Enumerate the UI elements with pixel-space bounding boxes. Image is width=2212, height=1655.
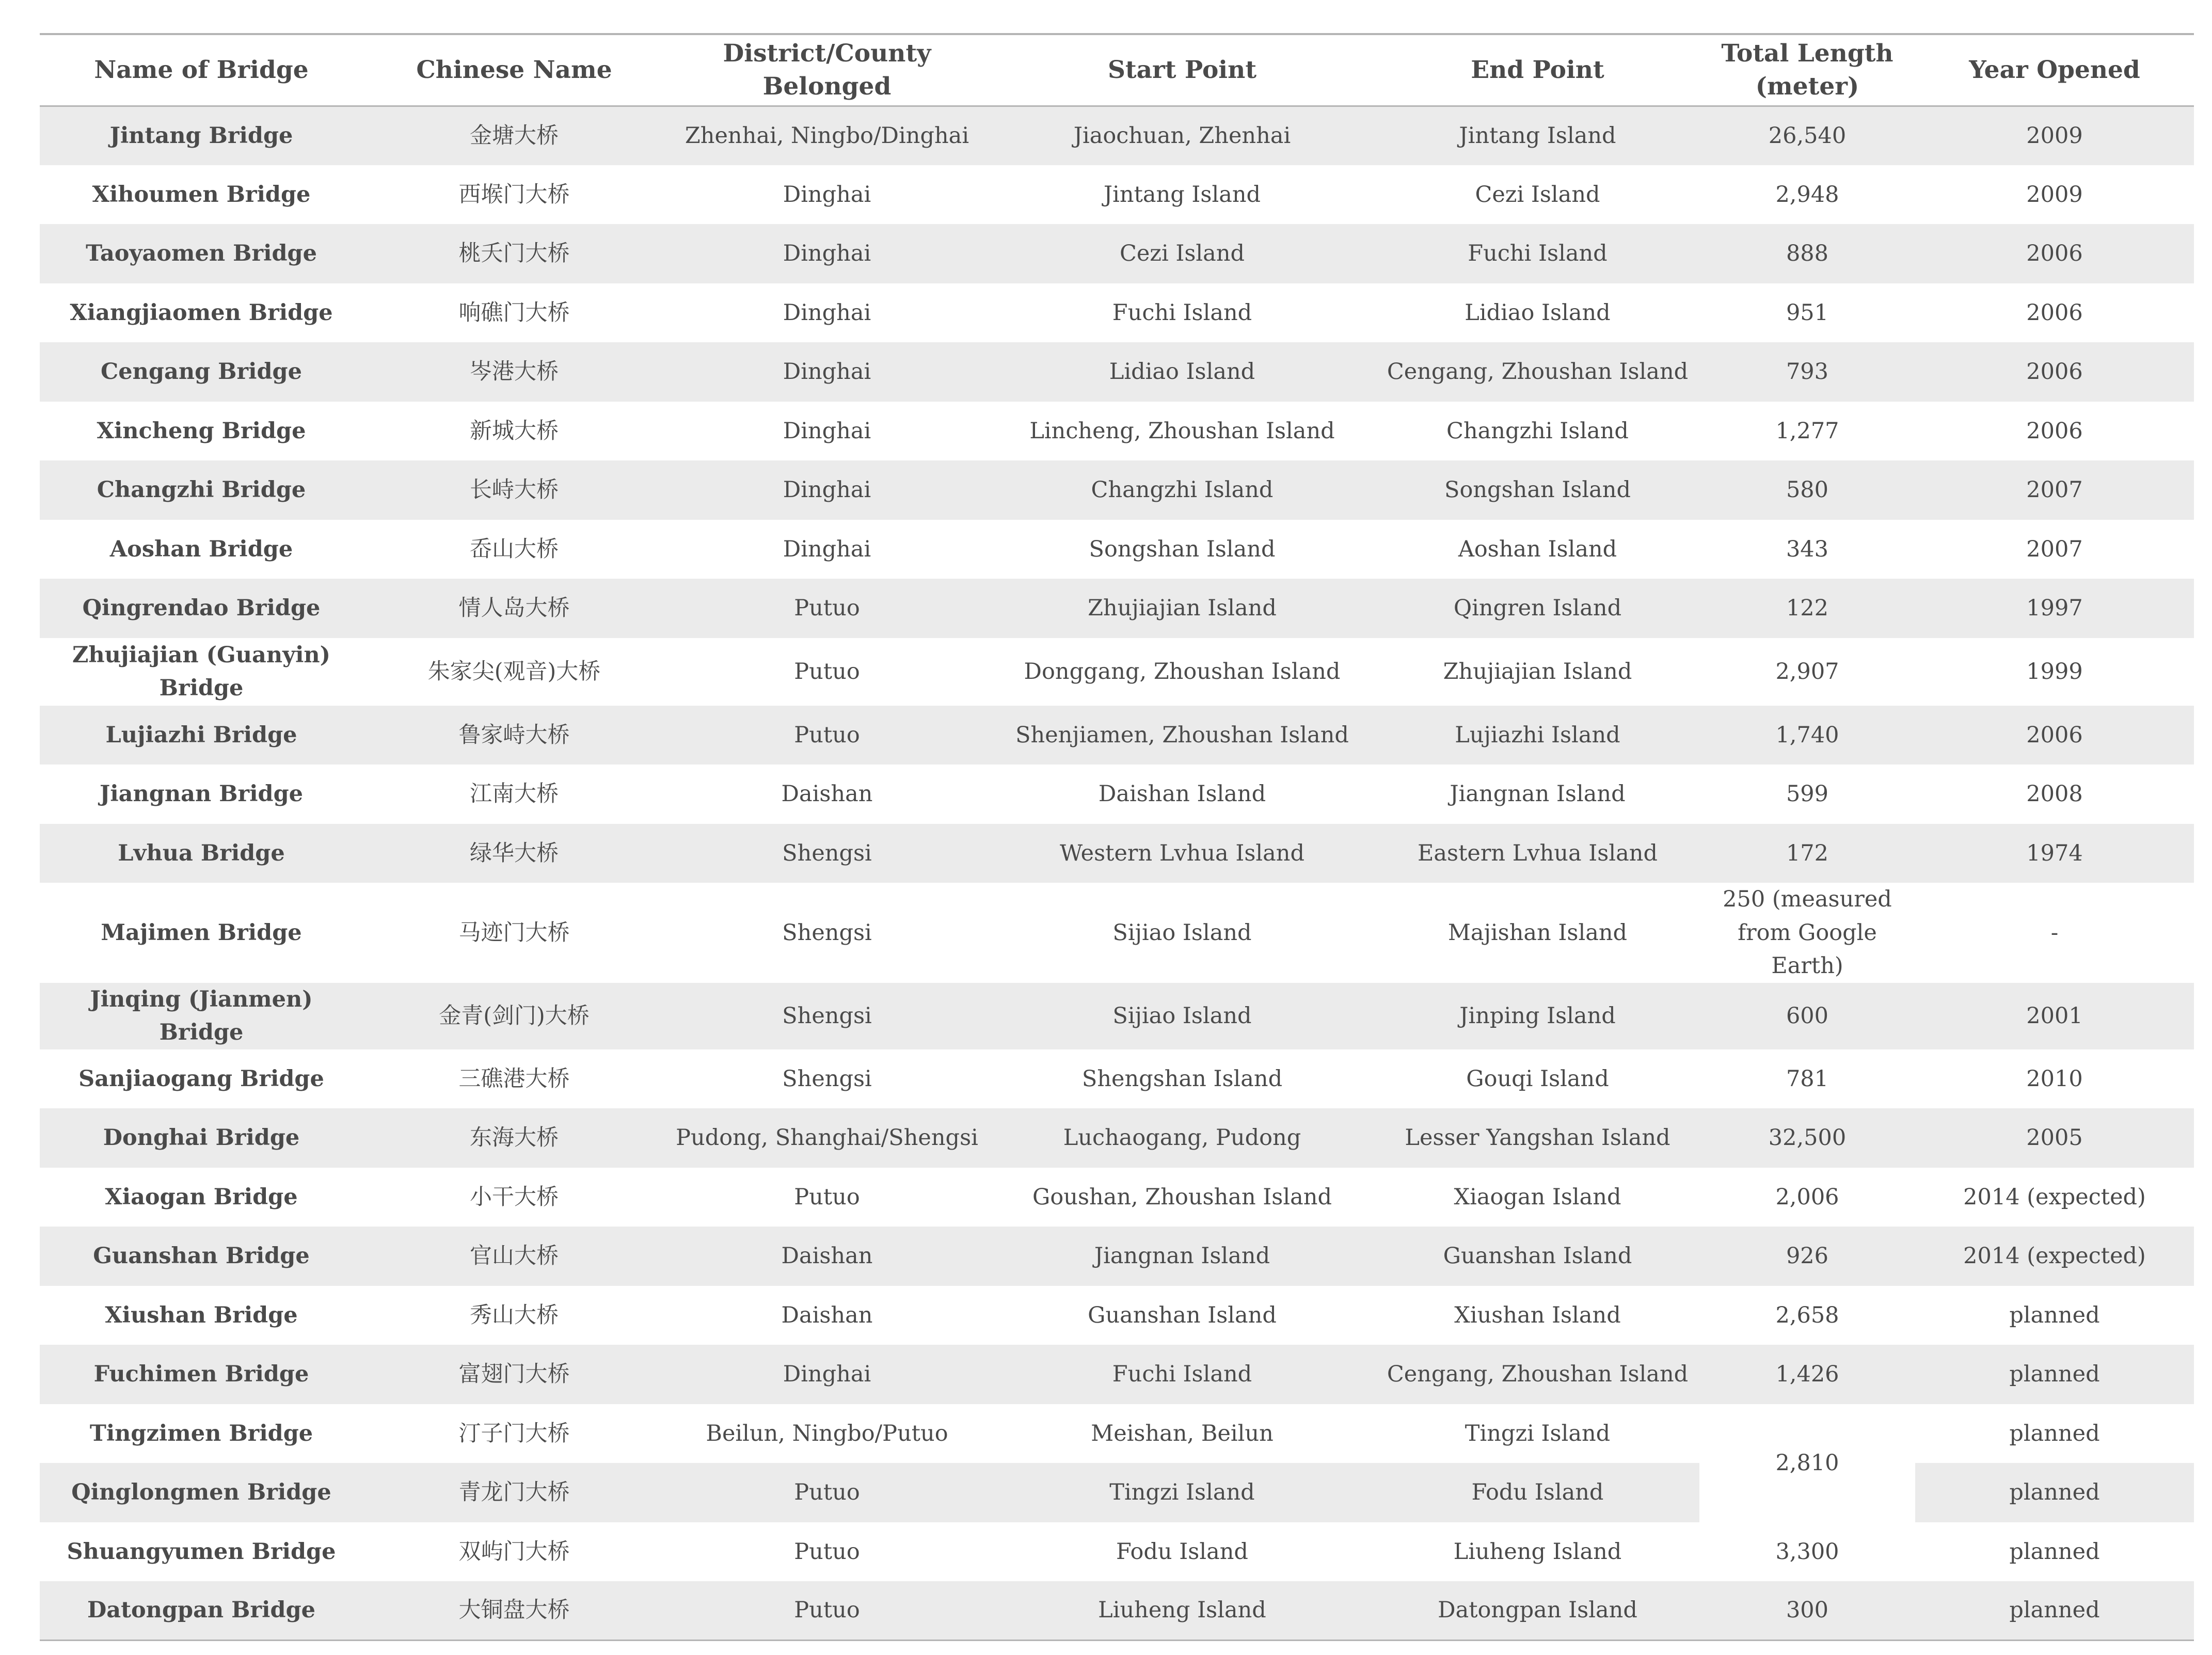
cell-chinese-name: 新城大桥 [363,402,665,461]
cell-start-point: Fuchi Island [989,1345,1376,1404]
column-header-chinese-name: Chinese Name [363,34,665,106]
cell-end-point: Fuchi Island [1376,224,1699,283]
cell-bridge-name: Datongpan Bridge [40,1581,363,1641]
column-header-name: Name of Bridge [40,34,363,106]
cell-chinese-name: 马迹门大桥 [363,883,665,983]
cell-district: Putuo [665,1581,989,1641]
cell-bridge-name: Qinglongmen Bridge [40,1463,363,1522]
cell-district: Dinghai [665,520,989,579]
cell-end-point: Cengang, Zhoushan Island [1376,1345,1699,1404]
cell-chinese-name: 朱家尖(观音)大桥 [363,638,665,706]
cell-total-length: 2,658 [1699,1286,1915,1345]
table-row [40,1227,2194,1286]
cell-total-length: 888 [1699,224,1915,283]
cell-start-point: Lincheng, Zhoushan Island [989,402,1376,461]
cell-bridge-name: Guanshan Bridge [40,1227,363,1286]
cell-district: Dinghai [665,165,989,225]
cell-end-point: Majishan Island [1376,883,1699,983]
cell-start-point: Sijiao Island [989,983,1376,1049]
cell-year-opened: planned [1915,1581,2194,1641]
cell-year-opened: 2014 (expected) [1915,1227,2194,1286]
column-header-total-length: Total Length (meter) [1699,34,1915,106]
cell-year-opened: 1999 [1915,638,2194,706]
cell-district: Dinghai [665,224,989,283]
cell-start-point: Fuchi Island [989,283,1376,343]
cell-total-length: 172 [1699,824,1915,883]
cell-district: Beilun, Ningbo/Putuo [665,1404,989,1463]
cell-district: Daishan [665,1227,989,1286]
table-row [40,1522,2194,1582]
cell-end-point: Jinping Island [1376,983,1699,1049]
table-header-row [40,34,2194,106]
cell-district: Putuo [665,1168,989,1227]
cell-district: Shengsi [665,824,989,883]
cell-district: Dinghai [665,283,989,343]
cell-total-length: 250 (measured from Google Earth) [1699,883,1915,983]
cell-bridge-name: Lvhua Bridge [40,824,363,883]
cell-year-opened: 2006 [1915,706,2194,765]
cell-district: Putuo [665,1463,989,1522]
cell-chinese-name: 金塘大桥 [363,106,665,165]
cell-chinese-name: 富翅门大桥 [363,1345,665,1404]
cell-bridge-name: Sanjiaogang Bridge [40,1049,363,1109]
column-header-district: District/County Belonged [665,34,989,106]
cell-year-opened: planned [1915,1345,2194,1404]
cell-bridge-name: Xiushan Bridge [40,1286,363,1345]
cell-total-length: 3,300 [1699,1522,1915,1582]
cell-chinese-name: 岙山大桥 [363,520,665,579]
cell-year-opened: 2009 [1915,106,2194,165]
cell-end-point: Cezi Island [1376,165,1699,225]
cell-end-point: Xiushan Island [1376,1286,1699,1345]
cell-bridge-name: Tingzimen Bridge [40,1404,363,1463]
cell-end-point: Qingren Island [1376,579,1699,638]
cell-chinese-name: 双屿门大桥 [363,1522,665,1582]
cell-year-opened: 2007 [1915,520,2194,579]
cell-bridge-name: Jinqing (Jianmen) Bridge [40,983,363,1049]
cell-total-length: 2,907 [1699,638,1915,706]
cell-chinese-name: 大铜盘大桥 [363,1581,665,1641]
cell-bridge-name: Aoshan Bridge [40,520,363,579]
cell-total-length: 580 [1699,460,1915,520]
cell-total-length: 926 [1699,1227,1915,1286]
table-row [40,283,2194,343]
cell-district: Daishan [665,1286,989,1345]
table-row [40,1581,2194,1641]
cell-total-length: 600 [1699,983,1915,1049]
cell-bridge-name: Donghai Bridge [40,1108,363,1168]
table-row [40,1108,2194,1168]
cell-total-length: 1,740 [1699,706,1915,765]
cell-district: Daishan [665,765,989,824]
cell-bridge-name: Shuangyumen Bridge [40,1522,363,1582]
cell-year-opened: 2008 [1915,765,2194,824]
cell-bridge-name: Jiangnan Bridge [40,765,363,824]
cell-chinese-name: 西堠门大桥 [363,165,665,225]
cell-chinese-name: 三礁港大桥 [363,1049,665,1109]
cell-year-opened: planned [1915,1286,2194,1345]
cell-chinese-name: 绿华大桥 [363,824,665,883]
cell-end-point: Lesser Yangshan Island [1376,1108,1699,1168]
cell-year-opened: 2007 [1915,460,2194,520]
cell-end-point: Xiaogan Island [1376,1168,1699,1227]
bridges-table-container [40,33,2194,1641]
table-row [40,638,2194,706]
cell-end-point: Jintang Island [1376,106,1699,165]
table-row [40,706,2194,765]
cell-year-opened: 1997 [1915,579,2194,638]
cell-total-length: 1,277 [1699,402,1915,461]
cell-start-point: Guanshan Island [989,1286,1376,1345]
column-header-start-point: Start Point [989,34,1376,106]
table-body [40,106,2194,1641]
cell-start-point: Goushan, Zhoushan Island [989,1168,1376,1227]
cell-year-opened: planned [1915,1463,2194,1522]
cell-district: Shengsi [665,883,989,983]
cell-bridge-name: Cengang Bridge [40,342,363,402]
table-row [40,224,2194,283]
cell-bridge-name: Jintang Bridge [40,106,363,165]
cell-year-opened: 2014 (expected) [1915,1168,2194,1227]
column-header-year-opened: Year Opened [1915,34,2194,106]
table-row [40,579,2194,638]
cell-chinese-name: 鲁家峙大桥 [363,706,665,765]
cell-start-point: Songshan Island [989,520,1376,579]
cell-total-length: 26,540 [1699,106,1915,165]
cell-end-point: Lujiazhi Island [1376,706,1699,765]
cell-end-point: Fodu Island [1376,1463,1699,1522]
cell-chinese-name: 秀山大桥 [363,1286,665,1345]
cell-total-length: 343 [1699,520,1915,579]
cell-bridge-name: Changzhi Bridge [40,460,363,520]
cell-end-point: Aoshan Island [1376,520,1699,579]
cell-start-point: Shenjiamen, Zhoushan Island [989,706,1376,765]
cell-district: Shengsi [665,1049,989,1109]
cell-total-length: 122 [1699,579,1915,638]
cell-district: Putuo [665,579,989,638]
cell-district: Pudong, Shanghai/Shengsi [665,1108,989,1168]
cell-chinese-name: 江南大桥 [363,765,665,824]
cell-district: Putuo [665,706,989,765]
cell-start-point: Liuheng Island [989,1581,1376,1641]
cell-bridge-name: Lujiazhi Bridge [40,706,363,765]
column-header-end-point: End Point [1376,34,1699,106]
cell-start-point: Cezi Island [989,224,1376,283]
cell-start-point: Fodu Island [989,1522,1376,1582]
cell-year-opened: planned [1915,1404,2194,1463]
cell-start-point: Tingzi Island [989,1463,1376,1522]
cell-total-length: 951 [1699,283,1915,343]
cell-end-point: Cengang, Zhoushan Island [1376,342,1699,402]
cell-start-point: Sijiao Island [989,883,1376,983]
cell-chinese-name: 小干大桥 [363,1168,665,1227]
table-row [40,824,2194,883]
cell-start-point: Jiangnan Island [989,1227,1376,1286]
cell-total-length: 300 [1699,1581,1915,1641]
cell-chinese-name: 青龙门大桥 [363,1463,665,1522]
cell-year-opened: 2001 [1915,983,2194,1049]
cell-end-point: Gouqi Island [1376,1049,1699,1109]
cell-total-length: 2,006 [1699,1168,1915,1227]
cell-chinese-name: 情人岛大桥 [363,579,665,638]
cell-bridge-name: Xiaogan Bridge [40,1168,363,1227]
cell-bridge-name: Xihoumen Bridge [40,165,363,225]
cell-chinese-name: 桃夭门大桥 [363,224,665,283]
cell-bridge-name: Majimen Bridge [40,883,363,983]
cell-district: Dinghai [665,460,989,520]
cell-bridge-name: Fuchimen Bridge [40,1345,363,1404]
cell-bridge-name: Taoyaomen Bridge [40,224,363,283]
cell-district: Dinghai [665,342,989,402]
cell-year-opened: 2009 [1915,165,2194,225]
cell-end-point: Eastern Lvhua Island [1376,824,1699,883]
cell-start-point: Lidiao Island [989,342,1376,402]
cell-total-length: 2,810 [1699,1404,1915,1522]
cell-district: Putuo [665,1522,989,1582]
cell-bridge-name: Xiangjiaomen Bridge [40,283,363,343]
table-row [40,1286,2194,1345]
cell-year-opened: 1974 [1915,824,2194,883]
cell-start-point: Jiaochuan, Zhenhai [989,106,1376,165]
cell-chinese-name: 金青(剑门)大桥 [363,983,665,1049]
cell-year-opened: 2006 [1915,283,2194,343]
cell-total-length: 781 [1699,1049,1915,1109]
cell-bridge-name: Xincheng Bridge [40,402,363,461]
cell-total-length: 32,500 [1699,1108,1915,1168]
cell-year-opened: 2006 [1915,342,2194,402]
table-row [40,983,2194,1049]
table-row [40,1049,2194,1109]
cell-chinese-name: 东海大桥 [363,1108,665,1168]
cell-total-length: 793 [1699,342,1915,402]
cell-start-point: Jintang Island [989,165,1376,225]
cell-district: Dinghai [665,402,989,461]
cell-start-point: Shengshan Island [989,1049,1376,1109]
cell-district: Putuo [665,638,989,706]
bridges-table [40,33,2194,1641]
cell-total-length: 2,948 [1699,165,1915,225]
cell-chinese-name: 长峙大桥 [363,460,665,520]
cell-bridge-name: Zhujiajian (Guanyin) Bridge [40,638,363,706]
cell-district: Dinghai [665,1345,989,1404]
cell-start-point: Western Lvhua Island [989,824,1376,883]
table-row [40,460,2194,520]
cell-start-point: Meishan, Beilun [989,1404,1376,1463]
cell-end-point: Liuheng Island [1376,1522,1699,1582]
cell-end-point: Changzhi Island [1376,402,1699,461]
table-row [40,402,2194,461]
cell-end-point: Jiangnan Island [1376,765,1699,824]
cell-district: Shengsi [665,983,989,1049]
cell-start-point: Zhujiajian Island [989,579,1376,638]
cell-year-opened: 2006 [1915,224,2194,283]
cell-end-point: Tingzi Island [1376,1404,1699,1463]
table-row [40,106,2194,165]
cell-end-point: Songshan Island [1376,460,1699,520]
cell-start-point: Daishan Island [989,765,1376,824]
cell-total-length: 599 [1699,765,1915,824]
cell-year-opened: planned [1915,1522,2194,1582]
cell-start-point: Donggang, Zhoushan Island [989,638,1376,706]
table-row [40,520,2194,579]
cell-total-length: 1,426 [1699,1345,1915,1404]
cell-end-point: Zhujiajian Island [1376,638,1699,706]
cell-end-point: Lidiao Island [1376,283,1699,343]
cell-year-opened: 2010 [1915,1049,2194,1109]
cell-chinese-name: 汀子门大桥 [363,1404,665,1463]
table-row [40,1404,2194,1463]
cell-end-point: Guanshan Island [1376,1227,1699,1286]
table-row [40,883,2194,983]
cell-chinese-name: 岑港大桥 [363,342,665,402]
cell-year-opened: 2005 [1915,1108,2194,1168]
cell-year-opened: 2006 [1915,402,2194,461]
cell-end-point: Datongpan Island [1376,1581,1699,1641]
cell-year-opened: - [1915,883,2194,983]
cell-chinese-name: 响礁门大桥 [363,283,665,343]
table-row [40,165,2194,225]
table-row [40,765,2194,824]
table-row [40,1168,2194,1227]
table-row [40,342,2194,402]
cell-chinese-name: 官山大桥 [363,1227,665,1286]
cell-start-point: Changzhi Island [989,460,1376,520]
cell-district: Zhenhai, Ningbo/Dinghai [665,106,989,165]
table-row [40,1345,2194,1404]
cell-bridge-name: Qingrendao Bridge [40,579,363,638]
cell-start-point: Luchaogang, Pudong [989,1108,1376,1168]
